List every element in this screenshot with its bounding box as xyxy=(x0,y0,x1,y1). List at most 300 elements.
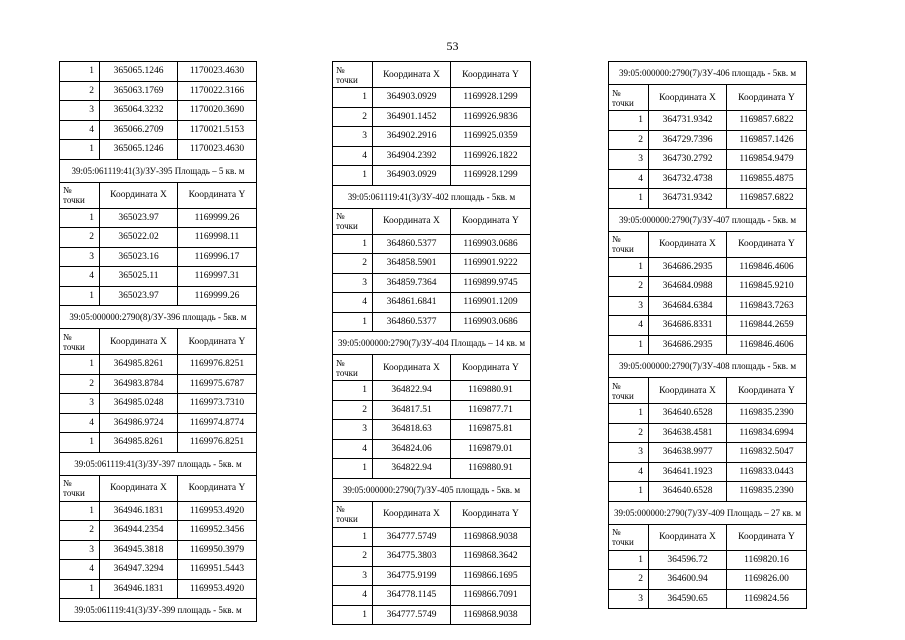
header-coordinate-y: Координата Y xyxy=(178,329,257,355)
point-number: 3 xyxy=(333,566,373,586)
coordinate-y: 1169974.8774 xyxy=(178,413,257,433)
coordinate-x: 364640.6528 xyxy=(649,482,727,502)
table-row xyxy=(333,312,531,332)
coordinate-y: 1169950.3979 xyxy=(178,540,257,560)
coordinate-y: 1170022.3166 xyxy=(178,81,257,101)
point-number: 4 xyxy=(333,586,373,606)
table-row xyxy=(609,130,807,150)
point-number: 1 xyxy=(60,501,100,521)
column-header-row xyxy=(60,475,257,501)
parcel-caption: 39:05:061119:41(3)/ЗУ-395 Площадь – 5 кв. м xyxy=(60,159,257,182)
table-row xyxy=(60,560,257,580)
parcel-caption-row xyxy=(609,355,807,378)
point-number: 4 xyxy=(60,267,100,287)
table-row xyxy=(609,589,807,609)
table-row xyxy=(609,462,807,482)
point-number: 4 xyxy=(60,413,100,433)
table-row xyxy=(333,88,531,108)
table-row xyxy=(60,374,257,394)
header-coordinate-x: Координата X xyxy=(373,355,451,381)
coordinate-y: 1170020.3690 xyxy=(178,101,257,121)
table-row xyxy=(609,277,807,297)
parcel-caption-row xyxy=(333,332,531,355)
coordinate-y: 1169846.4606 xyxy=(727,335,807,355)
table-row xyxy=(60,208,257,228)
column-header-row xyxy=(609,378,807,404)
header-point-number: № точки xyxy=(333,62,373,88)
coordinate-y: 1169833.0443 xyxy=(727,462,807,482)
table-row xyxy=(60,247,257,267)
point-number: 4 xyxy=(609,462,649,482)
header-coordinate-y: Координата Y xyxy=(727,85,807,111)
coordinate-y: 1169835.2390 xyxy=(727,404,807,424)
coordinate-x: 364775.3803 xyxy=(373,547,451,567)
header-coordinate-x: Координата X xyxy=(373,501,451,527)
coordinates-table-middle xyxy=(332,61,531,625)
header-point-number: № точки xyxy=(333,501,373,527)
coordinate-y: 1169875.81 xyxy=(451,420,531,440)
column-header-row xyxy=(60,329,257,355)
header-point-number: № точки xyxy=(333,355,373,381)
coordinate-x: 364944.2354 xyxy=(100,521,178,541)
parcel-caption: 39:05:061119:41(3)/ЗУ-399 площадь - 5кв. м xyxy=(60,599,257,622)
header-point-number: № точки xyxy=(60,329,100,355)
table-row xyxy=(609,335,807,355)
table-row xyxy=(609,423,807,443)
coordinate-x: 364684.0988 xyxy=(649,277,727,297)
point-number: 4 xyxy=(333,439,373,459)
parcel-caption: 39:05:000000:2790(7)/ЗУ-405 площадь - 5кв. м xyxy=(333,478,531,501)
point-number: 1 xyxy=(609,111,649,131)
coordinate-x: 365065.1246 xyxy=(100,62,178,82)
coordinate-x: 364946.1831 xyxy=(100,579,178,599)
table-row xyxy=(60,120,257,140)
page-number: 53 xyxy=(446,39,459,53)
point-number: 1 xyxy=(333,459,373,479)
parcel-caption-row xyxy=(60,306,257,329)
table-row xyxy=(333,127,531,147)
table-row xyxy=(60,228,257,248)
coordinate-x: 364822.94 xyxy=(373,459,451,479)
coordinate-y: 1169832.5047 xyxy=(727,443,807,463)
coordinate-x: 364778.1145 xyxy=(373,586,451,606)
coordinate-y: 1169928.1299 xyxy=(451,166,531,186)
coordinate-y: 1169868.3642 xyxy=(451,547,531,567)
header-coordinate-y: Координата Y xyxy=(178,475,257,501)
table-row xyxy=(60,413,257,433)
coordinate-x: 365064.3232 xyxy=(100,101,178,121)
coordinate-x: 364729.7396 xyxy=(649,130,727,150)
parcel-caption: 39:05:000000:2790(7)/ЗУ-408 площадь - 5кв. м xyxy=(609,355,807,378)
table-row xyxy=(333,566,531,586)
coordinate-y: 1169844.2659 xyxy=(727,316,807,336)
table-row xyxy=(333,234,531,254)
header-coordinate-y: Координата Y xyxy=(727,524,807,550)
coordinate-x: 365023.16 xyxy=(100,247,178,267)
coordinate-x: 364686.8331 xyxy=(649,316,727,336)
point-number: 3 xyxy=(60,540,100,560)
coordinate-x: 364901.1452 xyxy=(373,107,451,127)
parcel-caption-row xyxy=(60,452,257,475)
coordinate-y: 1169976.8251 xyxy=(178,433,257,453)
coordinate-y: 1169824.56 xyxy=(727,589,807,609)
point-number: 1 xyxy=(609,550,649,570)
point-number: 2 xyxy=(333,254,373,274)
coordinate-x: 364686.2935 xyxy=(649,257,727,277)
coordinate-y: 1169879.01 xyxy=(451,439,531,459)
table-row xyxy=(333,146,531,166)
parcel-caption: 39:05:000000:2790(7)/ЗУ-407 площадь - 5кв. м xyxy=(609,208,807,231)
parcel-caption-row xyxy=(333,478,531,501)
point-number: 1 xyxy=(609,189,649,209)
table-row xyxy=(333,605,531,625)
table-row xyxy=(60,267,257,287)
point-number: 1 xyxy=(60,62,100,82)
table-row xyxy=(609,111,807,131)
coordinate-x: 364985.0248 xyxy=(100,394,178,414)
header-point-number: № точки xyxy=(609,378,649,404)
coordinate-y: 1169854.9479 xyxy=(727,150,807,170)
point-number: 2 xyxy=(609,423,649,443)
coordinate-x: 364600.94 xyxy=(649,570,727,590)
table-row xyxy=(60,81,257,101)
parcel-caption-row xyxy=(609,208,807,231)
coordinate-x: 365066.2709 xyxy=(100,120,178,140)
column-header-row xyxy=(333,208,531,234)
table-row xyxy=(609,296,807,316)
coordinate-x: 364985.8261 xyxy=(100,433,178,453)
point-number: 1 xyxy=(60,579,100,599)
coordinate-y: 1169903.0686 xyxy=(451,312,531,332)
point-number: 2 xyxy=(333,547,373,567)
point-number: 3 xyxy=(609,589,649,609)
coordinate-x: 364824.06 xyxy=(373,439,451,459)
table-row xyxy=(60,394,257,414)
point-number: 2 xyxy=(609,570,649,590)
coordinate-y: 1169820.16 xyxy=(727,550,807,570)
column-header-row xyxy=(333,62,531,88)
coordinate-y: 1169868.9038 xyxy=(451,605,531,625)
coordinate-y: 1169877.71 xyxy=(451,400,531,420)
coordinate-x: 364684.6384 xyxy=(649,296,727,316)
coordinate-x: 364945.3818 xyxy=(100,540,178,560)
coordinate-y: 1169866.1695 xyxy=(451,566,531,586)
point-number: 4 xyxy=(609,169,649,189)
parcel-caption: 39:05:000000:2790(7)/ЗУ-404 Площадь – 14 кв. м xyxy=(333,332,531,355)
coordinate-x: 365065.1246 xyxy=(100,140,178,160)
point-number: 3 xyxy=(60,247,100,267)
table-row xyxy=(333,527,531,547)
column-header-row xyxy=(609,524,807,550)
coordinate-x: 364640.6528 xyxy=(649,404,727,424)
column-header-row xyxy=(609,85,807,111)
parcel-caption: 39:05:000000:2790(7)/ЗУ-406 площадь - 5кв. м xyxy=(609,62,807,85)
coordinate-y: 1169999.26 xyxy=(178,286,257,306)
parcel-caption-row xyxy=(609,501,807,524)
point-number: 1 xyxy=(609,404,649,424)
coordinate-x: 364641.1923 xyxy=(649,462,727,482)
header-coordinate-x: Координата X xyxy=(373,62,451,88)
point-number: 4 xyxy=(609,316,649,336)
header-coordinate-x: Координата X xyxy=(100,182,178,208)
coordinate-x: 364596.72 xyxy=(649,550,727,570)
coordinate-y: 1169952.3456 xyxy=(178,521,257,541)
parcel-caption-row xyxy=(60,599,257,622)
table-row xyxy=(609,404,807,424)
point-number: 1 xyxy=(60,140,100,160)
header-coordinate-y: Координата Y xyxy=(451,208,531,234)
header-point-number: № точки xyxy=(609,524,649,550)
point-number: 1 xyxy=(333,605,373,625)
coordinate-x: 364861.6841 xyxy=(373,293,451,313)
coordinate-x: 364777.5749 xyxy=(373,527,451,547)
point-number: 4 xyxy=(60,560,100,580)
point-number: 2 xyxy=(60,374,100,394)
header-coordinate-y: Координата Y xyxy=(727,378,807,404)
column-header-row xyxy=(609,231,807,257)
parcel-caption-row xyxy=(60,159,257,182)
coordinate-y: 1169899.9745 xyxy=(451,273,531,293)
table-row xyxy=(333,586,531,606)
table-row xyxy=(333,547,531,567)
coordinate-x: 364731.9342 xyxy=(649,189,727,209)
coordinate-y: 1169826.00 xyxy=(727,570,807,590)
header-coordinate-y: Координата Y xyxy=(451,62,531,88)
table-row xyxy=(609,550,807,570)
coordinate-x: 364818.63 xyxy=(373,420,451,440)
table-row xyxy=(60,286,257,306)
coordinate-x: 364817.51 xyxy=(373,400,451,420)
coordinate-y: 1169925.0359 xyxy=(451,127,531,147)
table-row xyxy=(333,107,531,127)
coordinate-x: 364732.4738 xyxy=(649,169,727,189)
coordinate-y: 1169926.1822 xyxy=(451,146,531,166)
header-coordinate-x: Координата X xyxy=(100,475,178,501)
coordinate-x: 365063.1769 xyxy=(100,81,178,101)
coordinate-y: 1169973.7310 xyxy=(178,394,257,414)
table-row xyxy=(609,189,807,209)
table-row xyxy=(333,439,531,459)
table-row xyxy=(609,150,807,170)
point-number: 3 xyxy=(333,273,373,293)
header-point-number: № точки xyxy=(609,85,649,111)
point-number: 3 xyxy=(60,101,100,121)
coordinate-y: 1169976.8251 xyxy=(178,355,257,375)
point-number: 3 xyxy=(60,394,100,414)
coordinate-x: 364903.0929 xyxy=(373,166,451,186)
point-number: 3 xyxy=(609,150,649,170)
header-coordinate-x: Координата X xyxy=(373,208,451,234)
table-row xyxy=(60,101,257,121)
header-coordinate-x: Координата X xyxy=(649,524,727,550)
point-number: 1 xyxy=(333,234,373,254)
point-number: 2 xyxy=(60,81,100,101)
point-number: 2 xyxy=(333,400,373,420)
point-number: 2 xyxy=(60,228,100,248)
table-row xyxy=(60,521,257,541)
coordinate-x: 364777.5749 xyxy=(373,605,451,625)
coordinate-x: 364903.0929 xyxy=(373,88,451,108)
point-number: 1 xyxy=(333,381,373,401)
parcel-caption: 39:05:061119:41(3)/ЗУ-397 площадь - 5кв. м xyxy=(60,452,257,475)
table-row xyxy=(609,570,807,590)
coordinate-y: 1169834.6994 xyxy=(727,423,807,443)
table-row xyxy=(333,254,531,274)
table-row xyxy=(609,482,807,502)
coordinate-y: 1170021.5153 xyxy=(178,120,257,140)
coordinate-x: 364902.2916 xyxy=(373,127,451,147)
coordinate-x: 364983.8784 xyxy=(100,374,178,394)
coordinate-x: 364986.9724 xyxy=(100,413,178,433)
coordinate-y: 1169880.91 xyxy=(451,459,531,479)
table-row xyxy=(60,579,257,599)
coordinate-x: 364775.9199 xyxy=(373,566,451,586)
parcel-caption: 39:05:061119:41(3)/ЗУ-402 площадь - 5кв. м xyxy=(333,185,531,208)
point-number: 1 xyxy=(60,433,100,453)
coordinate-x: 364590.65 xyxy=(649,589,727,609)
coordinate-y: 1169997.31 xyxy=(178,267,257,287)
table-row xyxy=(60,355,257,375)
coordinate-y: 1169843.7263 xyxy=(727,296,807,316)
coordinate-y: 1169857.6822 xyxy=(727,111,807,131)
table-row xyxy=(60,433,257,453)
point-number: 2 xyxy=(609,130,649,150)
coordinates-table-right xyxy=(608,61,807,609)
coordinate-y: 1169835.2390 xyxy=(727,482,807,502)
coordinate-x: 364730.2792 xyxy=(649,150,727,170)
column-header-row xyxy=(333,501,531,527)
point-number: 1 xyxy=(609,335,649,355)
table-row xyxy=(333,273,531,293)
header-point-number: № точки xyxy=(60,475,100,501)
point-number: 1 xyxy=(60,208,100,228)
header-coordinate-x: Координата X xyxy=(649,85,727,111)
coordinate-y: 1169880.91 xyxy=(451,381,531,401)
coordinate-x: 364946.1831 xyxy=(100,501,178,521)
coordinate-x: 364638.4581 xyxy=(649,423,727,443)
header-coordinate-y: Координата Y xyxy=(451,501,531,527)
table-row xyxy=(609,316,807,336)
point-number: 4 xyxy=(60,120,100,140)
point-number: 4 xyxy=(333,146,373,166)
table-row xyxy=(60,140,257,160)
header-coordinate-y: Координата Y xyxy=(727,231,807,257)
coordinate-y: 1169845.9210 xyxy=(727,277,807,297)
coordinate-y: 1169953.4920 xyxy=(178,579,257,599)
point-number: 3 xyxy=(609,443,649,463)
table-row xyxy=(333,166,531,186)
coordinates-table-left xyxy=(59,61,257,622)
point-number: 1 xyxy=(333,88,373,108)
point-number: 3 xyxy=(609,296,649,316)
coordinate-y: 1169903.0686 xyxy=(451,234,531,254)
header-coordinate-y: Координата Y xyxy=(451,355,531,381)
coordinate-x: 364638.9977 xyxy=(649,443,727,463)
coordinate-y: 1169998.11 xyxy=(178,228,257,248)
header-point-number: № точки xyxy=(609,231,649,257)
table-row xyxy=(609,443,807,463)
header-coordinate-x: Координата X xyxy=(100,329,178,355)
coordinate-x: 364822.94 xyxy=(373,381,451,401)
coordinate-y: 1169953.4920 xyxy=(178,501,257,521)
coordinate-y: 1169866.7091 xyxy=(451,586,531,606)
point-number: 3 xyxy=(333,420,373,440)
point-number: 1 xyxy=(60,286,100,306)
point-number: 4 xyxy=(333,293,373,313)
coordinate-y: 1169857.6822 xyxy=(727,189,807,209)
coordinate-x: 364858.5901 xyxy=(373,254,451,274)
coordinate-x: 364860.5377 xyxy=(373,234,451,254)
table-row xyxy=(333,293,531,313)
table-row xyxy=(609,257,807,277)
header-coordinate-x: Координата X xyxy=(649,378,727,404)
coordinate-y: 1169999.26 xyxy=(178,208,257,228)
coordinate-y: 1169901.9222 xyxy=(451,254,531,274)
coordinate-y: 1169928.1299 xyxy=(451,88,531,108)
header-point-number: № точки xyxy=(60,182,100,208)
parcel-caption: 39:05:000000:2790(8)/ЗУ-396 площадь - 5кв. м xyxy=(60,306,257,329)
coordinate-x: 364731.9342 xyxy=(649,111,727,131)
table-row xyxy=(333,400,531,420)
header-point-number: № точки xyxy=(333,208,373,234)
point-number: 1 xyxy=(60,355,100,375)
coordinate-x: 364947.3294 xyxy=(100,560,178,580)
point-number: 1 xyxy=(609,257,649,277)
parcel-caption: 39:05:000000:2790(7)/ЗУ-409 Площадь – 27 кв. м xyxy=(609,501,807,524)
column-header-row xyxy=(60,182,257,208)
parcel-caption-row xyxy=(609,62,807,85)
coordinate-x: 364860.5377 xyxy=(373,312,451,332)
point-number: 1 xyxy=(333,527,373,547)
coordinate-x: 365023.97 xyxy=(100,286,178,306)
header-coordinate-x: Координата X xyxy=(649,231,727,257)
column-header-row xyxy=(333,355,531,381)
coordinate-y: 1169855.4875 xyxy=(727,169,807,189)
parcel-caption-row xyxy=(333,185,531,208)
table-row xyxy=(333,381,531,401)
coordinate-x: 364686.2935 xyxy=(649,335,727,355)
table-row xyxy=(60,62,257,82)
coordinate-y: 1169868.9038 xyxy=(451,527,531,547)
coordinate-y: 1169846.4606 xyxy=(727,257,807,277)
coordinate-y: 1169996.17 xyxy=(178,247,257,267)
header-coordinate-y: Координата Y xyxy=(178,182,257,208)
coordinate-x: 364985.8261 xyxy=(100,355,178,375)
point-number: 2 xyxy=(60,521,100,541)
point-number: 3 xyxy=(333,127,373,147)
point-number: 1 xyxy=(333,312,373,332)
coordinate-y: 1170023.4630 xyxy=(178,140,257,160)
table-row xyxy=(333,459,531,479)
table-row xyxy=(609,169,807,189)
table-row xyxy=(60,540,257,560)
coordinate-x: 365025.11 xyxy=(100,267,178,287)
point-number: 2 xyxy=(333,107,373,127)
coordinate-x: 365023.97 xyxy=(100,208,178,228)
coordinate-y: 1169901.1209 xyxy=(451,293,531,313)
coordinate-y: 1169975.6787 xyxy=(178,374,257,394)
point-number: 2 xyxy=(609,277,649,297)
coordinate-y: 1169951.5443 xyxy=(178,560,257,580)
table-row xyxy=(60,501,257,521)
coordinate-x: 365022.02 xyxy=(100,228,178,248)
coordinate-y: 1169857.1426 xyxy=(727,130,807,150)
point-number: 1 xyxy=(609,482,649,502)
point-number: 1 xyxy=(333,166,373,186)
coordinate-y: 1170023.4630 xyxy=(178,62,257,82)
table-row xyxy=(333,420,531,440)
coordinate-y: 1169926.9836 xyxy=(451,107,531,127)
